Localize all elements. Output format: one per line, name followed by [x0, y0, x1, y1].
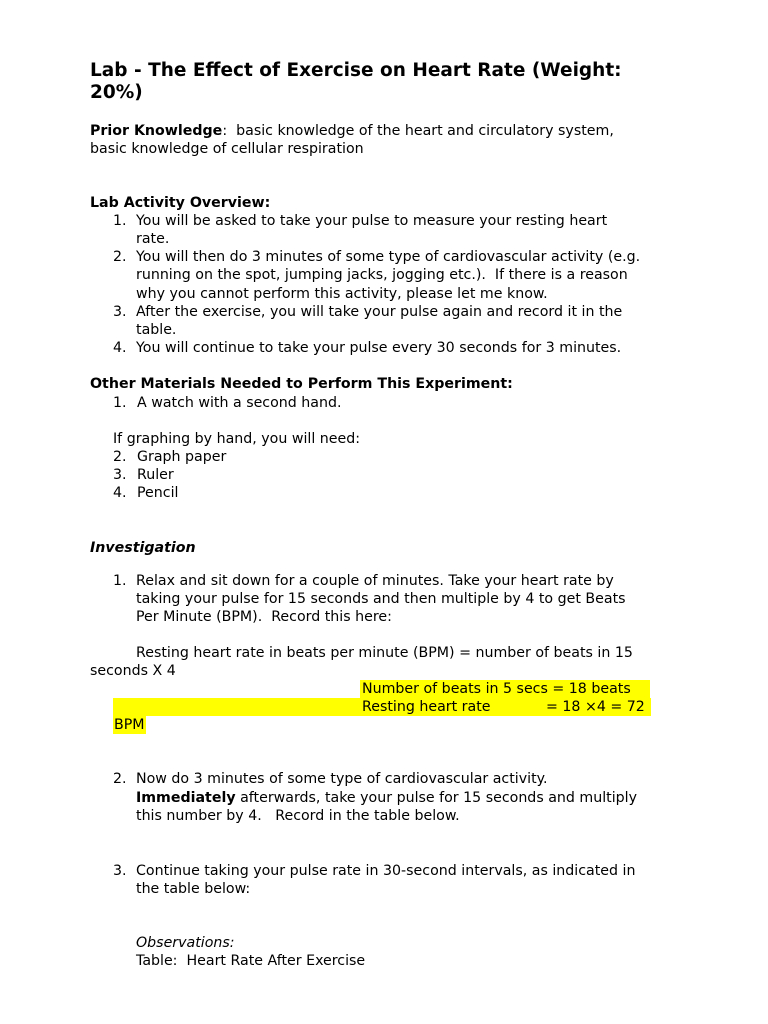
prior-knowledge-label: Prior Knowledge [90, 123, 223, 139]
overview-item-3-line-2: table. [136, 322, 177, 338]
prior-knowledge-colon: : [222, 123, 228, 139]
answer-resting-value: = 18 ×4 = 72 [546, 699, 645, 715]
step-3-line-2: the table below: [136, 881, 251, 897]
materials-graph-note: If graphing by hand, you will need: [113, 431, 361, 447]
step-1-line-2: taking your pulse for 15 seconds and then multiple by 4 to get Beats [136, 591, 626, 607]
overview-item-4-line-1: You will continue to take your pulse every 30 seconds for 3 minutes. [136, 340, 622, 356]
step-2-immediately: Immediately [136, 790, 236, 806]
step-2-number: 2. [113, 771, 127, 787]
overview-item-1-number: 1. [113, 213, 127, 229]
prior-knowledge-text-1: basic knowledge of the heart and circulatory system, [227, 123, 614, 139]
overview-item-3-line-1: After the exercise, you will take your pulse again and record it in the [136, 304, 623, 320]
observations-label: Observations: [136, 935, 235, 951]
materials-item-3-number: 3. [113, 467, 127, 483]
step-1-line-3: Per Minute (BPM). Record this here: [136, 609, 392, 625]
resting-formula-line-2: seconds X 4 [90, 663, 176, 679]
materials-item-1-number: 1. [113, 395, 127, 411]
prior-knowledge-text-2: basic knowledge of cellular respiration [90, 141, 364, 157]
step-3-line-1: Continue taking your pulse rate in 30-second intervals, as indicated in [136, 863, 636, 879]
overview-heading: Lab Activity Overview: [90, 195, 271, 211]
step-2-line-2 [136, 789, 637, 807]
materials-item-3-text: Ruler [137, 467, 174, 483]
overview-item-2-line-2: running on the spot, jumping jacks, jogging etc.). If there is a reason [136, 267, 628, 283]
materials-item-1-text: A watch with a second hand. [137, 395, 342, 411]
page-title [90, 60, 650, 104]
step-2-line-3: this number by 4. Record in the table below. [136, 808, 460, 824]
materials-item-2-number: 2. [113, 449, 127, 465]
answer-resting-label: Resting heart rate [362, 699, 491, 715]
investigation-heading: Investigation [90, 540, 196, 556]
step-1-line-1: Relax and sit down for a couple of minutes. Take your heart rate by [136, 573, 614, 589]
overview-item-4-number: 4. [113, 340, 127, 356]
materials-heading: Other Materials Needed to Perform This Experiment: [90, 376, 513, 392]
materials-item-4-number: 4. [113, 485, 127, 501]
overview-item-3-number: 3. [113, 304, 127, 320]
overview-item-1-line-1: You will be asked to take your pulse to measure your resting heart [136, 213, 608, 229]
table-caption: Table: Heart Rate After Exercise [136, 953, 366, 969]
overview-item-1-line-2: rate. [136, 231, 170, 247]
step-1-number: 1. [113, 573, 127, 589]
step-3-number: 3. [113, 863, 127, 879]
resting-formula-line-1: Resting heart rate in beats per minute (BPM) = number of beats in 15 [136, 645, 633, 661]
page-title-line-1: Lab - The Effect of Exercise on Heart Rate (Weight: [90, 60, 622, 81]
overview-item-2-line-3: why you cannot perform this activity, please let me know. [136, 286, 548, 302]
materials-item-4-text: Pencil [137, 485, 179, 501]
materials-item-2-text: Graph paper [137, 449, 227, 465]
page-title-line-2: 20%) [90, 82, 143, 103]
answer-bpm-unit: BPM [114, 717, 145, 733]
overview-item-2-number: 2. [113, 249, 127, 265]
overview-item-2-line-1: You will then do 3 minutes of some type of cardiovascular activity (e.g. [136, 249, 641, 265]
prior-knowledge-line-1 [90, 122, 614, 140]
step-2-line-2-rest: afterwards, take your pulse for 15 seconds and multiply [235, 790, 638, 806]
step-2-line-1: Now do 3 minutes of some type of cardiovascular activity. [136, 771, 548, 787]
answer-beats-line: Number of beats in 5 secs = 18 beats [362, 681, 631, 697]
